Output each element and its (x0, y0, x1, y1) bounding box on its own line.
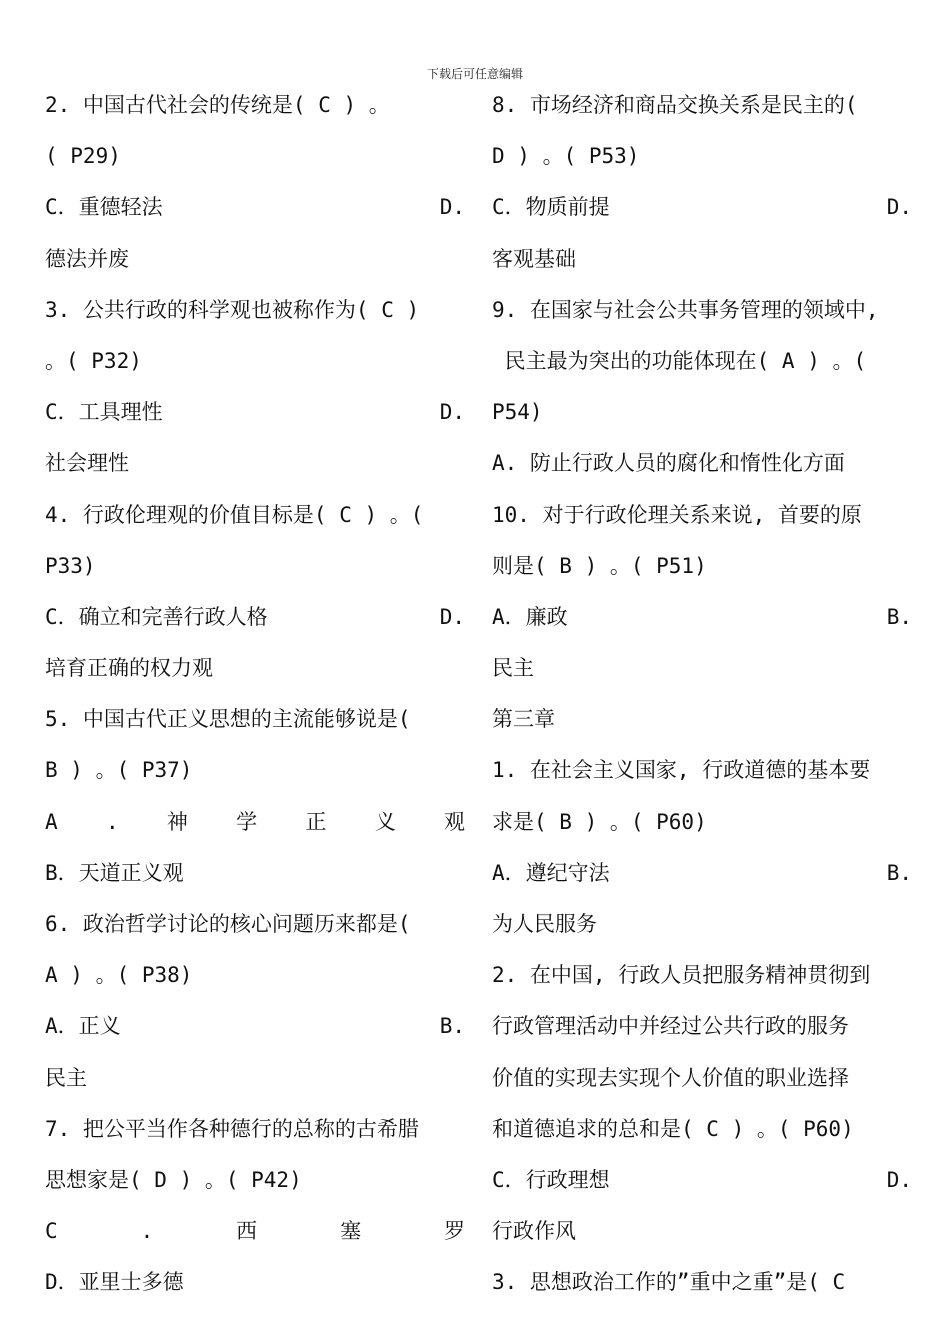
text-line (492, 131, 912, 182)
text-line (492, 1001, 912, 1052)
text-line (492, 1155, 912, 1206)
text-line (492, 592, 912, 643)
text-line (45, 80, 465, 131)
text-line (45, 285, 465, 336)
spread-token: 观 (444, 809, 465, 834)
line-text: A．正义 (45, 1014, 121, 1039)
line-right-option: D. (886, 195, 912, 220)
line-text: ( P29) (45, 144, 121, 169)
text-line (45, 1257, 465, 1308)
text-line (45, 848, 465, 899)
line-text: 8. 市场经济和商品交换关系是民主的( (492, 93, 858, 117)
line-text: C．行政理想 (492, 1167, 610, 1192)
text-line (45, 490, 465, 541)
line-text: 民主 (492, 656, 534, 681)
line-text: D．亚里士多德 (45, 1270, 184, 1295)
line-text: A．遵纪守法 (492, 860, 610, 885)
text-line (492, 848, 912, 899)
line-text: C．重德轻法 (45, 195, 163, 220)
text-line (492, 336, 912, 387)
line-text: A ) 。( P38) (45, 963, 193, 988)
line-text: 求是( B ) 。( P60) (492, 809, 707, 834)
line-text: 。( P32) (45, 348, 142, 373)
line-text: C．确立和完善行政人格 (45, 604, 268, 629)
line-text: 3. 公共行政的科学观也被称作为( C ) (45, 297, 420, 322)
line-text: 民主 (45, 1065, 87, 1090)
line-text: 1. 在社会主义国家, 行政道德的基本要 (492, 758, 871, 783)
text-line (45, 131, 465, 182)
text-line (492, 745, 912, 796)
text-line (492, 1206, 912, 1257)
text-line (492, 541, 912, 592)
line-right-option: B. (886, 860, 912, 885)
line-text: C．物质前提 (492, 195, 610, 220)
spread-token: . (140, 1219, 154, 1244)
line-text: 民主最为突出的功能体现在( A ) 。( (492, 348, 867, 373)
text-line (45, 336, 465, 387)
line-text: 行政作风 (492, 1219, 576, 1244)
line-text: 6. 政治哲学讨论的核心问题历来都是( (45, 912, 411, 936)
line-text: 7. 把公平当作各种德行的总称的古希腊 (45, 1116, 419, 1141)
text-line (45, 1155, 465, 1206)
text-line (492, 234, 912, 285)
spread-token: 义 (374, 809, 396, 834)
line-text: 和道德追求的总和是( C ) 。( P60) (492, 1116, 854, 1141)
spread-token: 罗 (444, 1219, 465, 1244)
text-line (45, 541, 465, 592)
line-text: 培育正确的权力观 (45, 656, 213, 681)
line-text: 社会理性 (45, 451, 129, 476)
spread-token: C (45, 1219, 58, 1244)
line-text: 4. 行政伦理观的价值目标是( C ) 。( (45, 502, 424, 527)
line-text: 行政管理活动中并经过公共行政的服务 (492, 1014, 849, 1039)
line-text: 2. 中国古代社会的传统是( C ) 。 (45, 93, 390, 117)
line-text: 5. 中国古代正义思想的主流能够说是( (45, 707, 411, 732)
spread-token: . (105, 809, 119, 834)
text-line (492, 643, 912, 694)
line-right-option: D. (439, 400, 465, 425)
line-text: 客观基础 (492, 246, 576, 271)
text-line (492, 438, 912, 489)
page-header: 下载后可任意编辑 (426, 67, 523, 81)
line-text: 9. 在国家与社会公共事务管理的领域中, (492, 297, 879, 322)
line-text: A. 防止行政人员的腐化和惰性化方面 (492, 451, 845, 476)
line-right-option: B. (439, 1014, 465, 1039)
text-line (492, 1053, 912, 1104)
text-line (492, 797, 912, 848)
text-line (45, 1104, 465, 1155)
text-line (45, 438, 465, 489)
spread-token: A (45, 809, 58, 834)
line-text: 3. 思想政治工作的”重中之重”是( C (492, 1270, 846, 1295)
line-text: B．天道正义观 (45, 860, 184, 885)
text-line (45, 899, 465, 950)
line-text: P33) (45, 553, 96, 578)
text-line (45, 643, 465, 694)
text-line (45, 1001, 465, 1052)
text-line (492, 182, 912, 233)
text-line (45, 797, 465, 848)
line-text: 德法并废 (45, 246, 129, 271)
line-text: B ) 。( P37) (45, 758, 193, 783)
text-line (492, 490, 912, 541)
line-text: P54) (492, 400, 543, 425)
text-line (492, 285, 912, 336)
line-right-option: D. (439, 195, 465, 220)
spread-token: 正 (305, 809, 327, 834)
line-text: 价值的实现去实现个人价值的职业选择 (492, 1065, 849, 1090)
text-line (45, 182, 465, 233)
line-text: 第三章 (492, 707, 555, 732)
line-text: 10. 对于行政伦理关系来说, 首要的原 (492, 502, 862, 527)
line-text: 则是( B ) 。( P51) (492, 553, 707, 578)
text-line (45, 1206, 465, 1257)
text-line (45, 745, 465, 796)
spread-token: 学 (236, 809, 258, 834)
right-column (492, 80, 912, 1309)
text-line (45, 592, 465, 643)
text-line (492, 899, 912, 950)
text-line (492, 1104, 912, 1155)
line-right-option: D. (439, 604, 465, 629)
line-text: C．工具理性 (45, 400, 163, 425)
text-line (45, 387, 465, 438)
line-text: A．廉政 (492, 604, 568, 629)
line-right-option: D. (886, 1167, 912, 1192)
line-right-option: B. (886, 604, 912, 629)
text-line (45, 950, 465, 1001)
left-column (45, 80, 465, 1309)
text-line (492, 950, 912, 1001)
line-text: 2. 在中国, 行政人员把服务精神贯彻到 (492, 963, 871, 988)
text-line (492, 387, 912, 438)
text-line (45, 1053, 465, 1104)
line-text: D ) 。( P53) (492, 144, 640, 169)
text-line (45, 234, 465, 285)
spread-token: 西 (236, 1219, 258, 1244)
text-line (492, 80, 912, 131)
text-line (492, 1257, 912, 1308)
text-line (45, 694, 465, 745)
line-text: 为人民服务 (492, 912, 597, 936)
text-line (492, 694, 912, 745)
spread-token: 塞 (340, 1219, 362, 1244)
line-text: 思想家是( D ) 。( P42) (45, 1167, 302, 1192)
spread-token: 神 (166, 809, 188, 834)
